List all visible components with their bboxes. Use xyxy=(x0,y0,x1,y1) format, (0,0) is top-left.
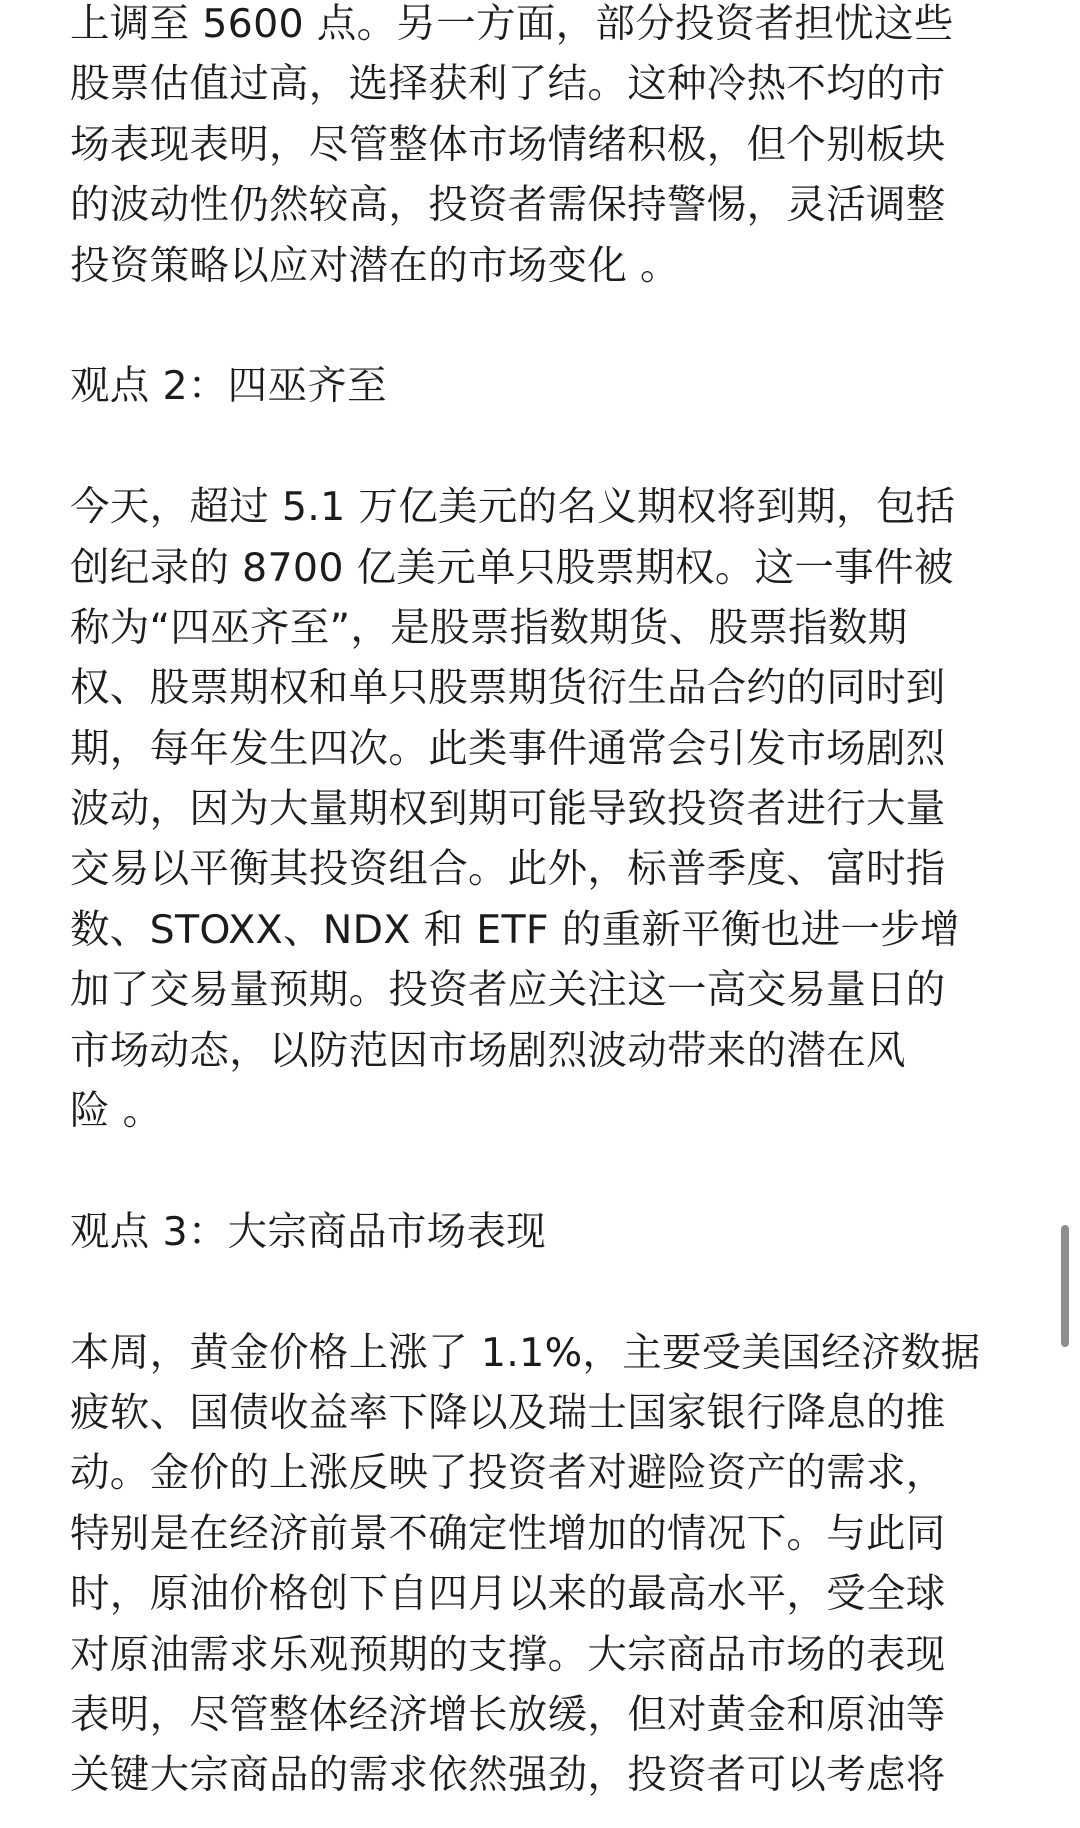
text-line: 交易以平衡其投资组合。此外，标普季度、富时指 xyxy=(70,846,946,893)
paragraph-gap xyxy=(70,296,1010,356)
section-heading: 观点 2：四巫齐至 xyxy=(70,363,387,410)
text-line: 数、STOXX、NDX 和 ETF 的重新平衡也进一步增 xyxy=(70,906,960,953)
text-line: 险 。 xyxy=(70,1088,163,1135)
text-line: 权、股票期权和单只股票期货衍生品合约的同时到 xyxy=(70,665,946,712)
text-line: 关键大宗商品的需求依然强劲，投资者可以考虑将 xyxy=(70,1752,946,1799)
text-line: 场表现表明，尽管整体市场情绪积极，但个别板块 xyxy=(70,121,946,168)
text-line: 本周，黄金价格上涨了 1.1%，主要受美国经济数据 xyxy=(70,1329,981,1376)
text-line: 股票估值过高，选择获利了结。这种冷热不均的市 xyxy=(70,61,946,108)
text-line: 今天，超过 5.1 万亿美元的名义期权将到期，包括 xyxy=(70,484,956,531)
paragraph-gap xyxy=(70,417,1010,477)
text-line: 加了交易量预期。投资者应关注这一高交易量日的 xyxy=(70,967,946,1014)
paragraph-gap xyxy=(70,1141,1010,1201)
text-line: 波动，因为大量期权到期可能导致投资者进行大量 xyxy=(70,786,946,833)
text-line: 上调至 5600 点。另一方面，部分投资者担忧这些 xyxy=(70,1,954,47)
text-line: 的波动性仍然较高，投资者需保持警惕，灵活调整 xyxy=(70,182,946,229)
text-line: 市场动态，以防范因市场剧烈波动带来的潜在风 xyxy=(70,1027,906,1074)
scrollbar-thumb[interactable] xyxy=(1061,1225,1069,1347)
text-line: 对原油需求乐观预期的支撑。大宗商品市场的表现 xyxy=(70,1631,946,1678)
text-line: 特别是在经济前景不确定性增加的情况下。与此同 xyxy=(70,1510,946,1557)
paragraph-gap xyxy=(70,1262,1010,1322)
text-line: 称为“四巫齐至”，是股票指数期货、股票指数期 xyxy=(70,604,908,651)
article-body xyxy=(70,0,1010,1806)
text-line: 动。金价的上涨反映了投资者对避险资产的需求， xyxy=(70,1450,946,1497)
text-line: 表明，尽管整体经济增长放缓，但对黄金和原油等 xyxy=(70,1691,946,1738)
text-line: 投资策略以应对潜在的市场变化 。 xyxy=(70,242,680,289)
text-line: 期，每年发生四次。此类事件通常会引发市场剧烈 xyxy=(70,725,946,772)
text-line: 创纪录的 8700 亿美元单只股票期权。这一事件被 xyxy=(70,544,954,591)
section-heading: 观点 3：大宗商品市场表现 xyxy=(70,1208,547,1255)
text-line: 时，原油价格创下自四月以来的最高水平，受全球 xyxy=(70,1571,946,1618)
text-line: 疲软、国债收益率下降以及瑞士国家银行降息的推 xyxy=(70,1389,946,1436)
